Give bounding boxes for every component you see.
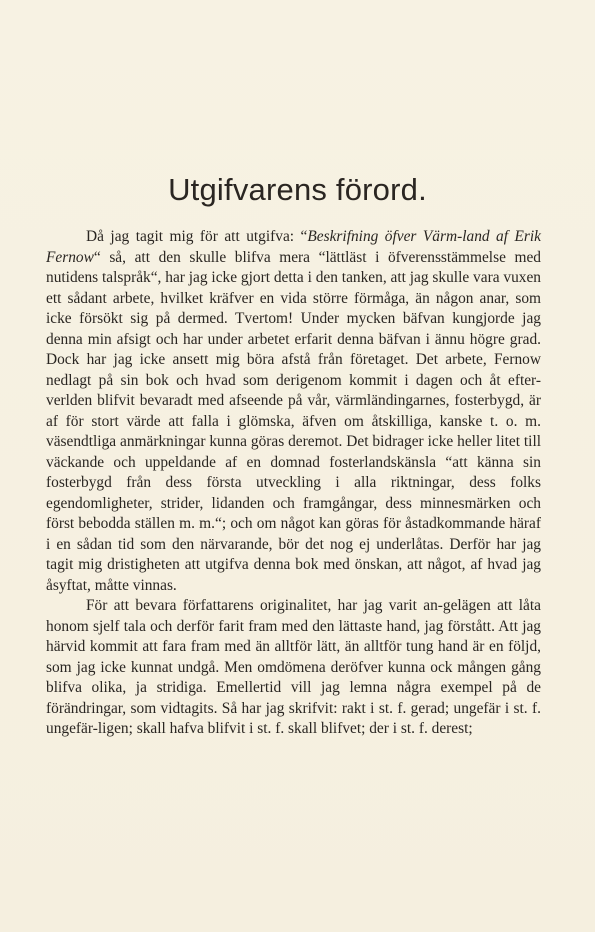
preface-body bbox=[46, 227, 541, 740]
paragraph-1-text-b: “ så, att den skulle blifva mera “lättläst i öfverensstämmelse med nutidens talspråk“, har jag icke gjort detta i den tanken, att jag skulle vara vuxen ett sådant arbete, hvilket kräfver en vida större förmåga, än någon anar, som icke försökt sig på dermed. Tvertom! Under mycken bäfvan kungjorde jag denna min afsigt och har under arbetet erfarit denna bäfvan i ännu högre grad. Dock har jag icke ansett mig böra afstå från företaget. Det arbete, Fernow nedlagt på sin bok och hvad som derigenom kommit i dagen och åt efter-verlden blifvit bevaradt med afseende på vår, värmländingarnes, fosterbygd, är af för stort värde att falla i glömska, äfven om åtskilliga, kanske t. o. m. väsendtliga anmärkningar kunna göras deremot. Det bidrager icke heller litet till väckande och uppeldande af en domnad fosterlandskänsla “att känna sin fosterbygd från dess första utveckling i alla riktningar, dess folks egendomligheter, strider, lidanden och framgångar, dess minnesmärken och först bebodda ställen m. m.“; och om något kan göras för åstadkommande häraf i en sådan tid som den närvarande, bör det nog ej underlåtas. Derför har jag tagit mig dristigheten att utgifva denna bok med önskan, att något, af hvad jag åsyftat, måtte vinnas. bbox=[46, 248, 541, 594]
paragraph-1-text-a: Då jag tagit mig för att utgifva: “ bbox=[86, 228, 308, 245]
paragraph-2 bbox=[46, 596, 541, 740]
book-title-citation: Beskrifning öfver Värm-land af Erik Fernow bbox=[46, 228, 541, 266]
paragraph-2-text: För att bevara författarens originalitet, har jag varit an-gelägen att låta honom sjelf tala och derför farit fram med den lättaste hand, jag förstått. Att jag härvid kommit att fara fram med än alltför lätt, än alltför tung hand är en följd, som jag icke kunnat undgå. Men omdömena deröfver kunna ock mången gång blifva olika, ja stridiga. Emellertid vill jag lemna några exempel på de förändringar, som vidtagits. Så har jag skrifvit: rakt i st. f. gerad; ungefär i st. f. ungefär-ligen; skall hafva blifvit i st. f. skall blifvet; der i st. f. derest; bbox=[46, 597, 541, 737]
page-title: Utgifvarens förord. bbox=[168, 172, 427, 207]
paragraph-1 bbox=[46, 227, 541, 596]
